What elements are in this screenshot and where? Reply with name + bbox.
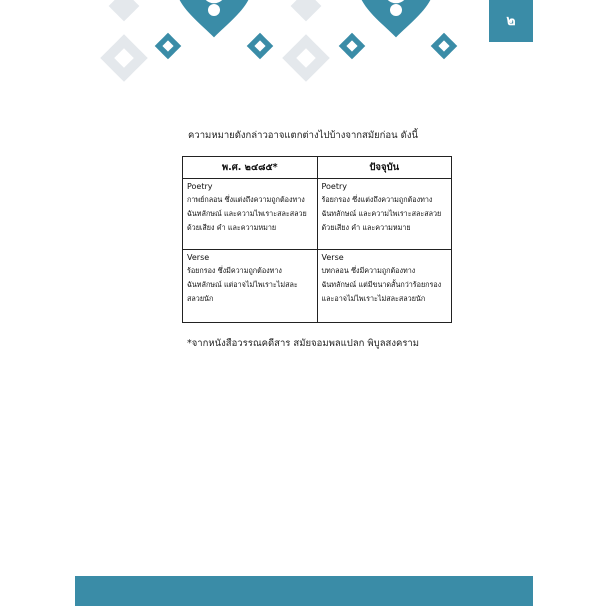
table-header-row [183, 157, 452, 179]
definition: กาพย์กลอน ซึ่งแต่งถึงความถูกต้องทางฉันทลักษณ์ และความไพเราะสละสลวยด้วยเสียง คำ และความหมาย [187, 195, 307, 232]
definition: บทกลอน ซึ่งมีความถูกต้องทางฉันทลักษณ์ แต่มีขนาดสั้นกว่าร้อยกรองและอาจไม่ไพเราะไม่สละสลวยนัก [321, 266, 442, 303]
intro-text: ความหมายดังกล่าวอาจแตกต่างไปบ้างจากสมัยก่อน ดังนี้ [188, 130, 418, 141]
term: Poetry [187, 182, 213, 191]
footnote: *จากหนังสือวรรณคดีสาร สมัยจอมพลแปลก พิบูลสงคราม [186, 338, 420, 349]
comparison-table [182, 156, 452, 323]
table-cell [183, 179, 318, 250]
table-cell [317, 250, 452, 323]
term: Poetry [321, 182, 348, 191]
table-cell [183, 250, 318, 323]
header-era-2485: พ.ศ. ๒๔๘๕* [183, 157, 318, 179]
definition: ร้อยกรอง ซึ่งมีความถูกต้องทางฉันทลักษณ์ แต่อาจไม่ไพเราะไม่สละสลวยนัก [187, 266, 298, 303]
footer-band [75, 576, 533, 606]
definition: ร้อยกรอง ซึ่งแต่งถึงความถูกต้องทางฉันทลักษณ์ และความไพเราะสละสลวยด้วยเสียง คำ และความหมาย [321, 195, 442, 232]
term: Verse [187, 253, 210, 262]
table-cell [317, 179, 452, 250]
page-number-badge [489, 0, 533, 42]
header-present: ปัจจุบัน [317, 157, 452, 179]
page-number: ๒ [506, 13, 516, 29]
table-row [183, 250, 452, 323]
table-row [183, 179, 452, 250]
term: Verse [321, 253, 344, 262]
